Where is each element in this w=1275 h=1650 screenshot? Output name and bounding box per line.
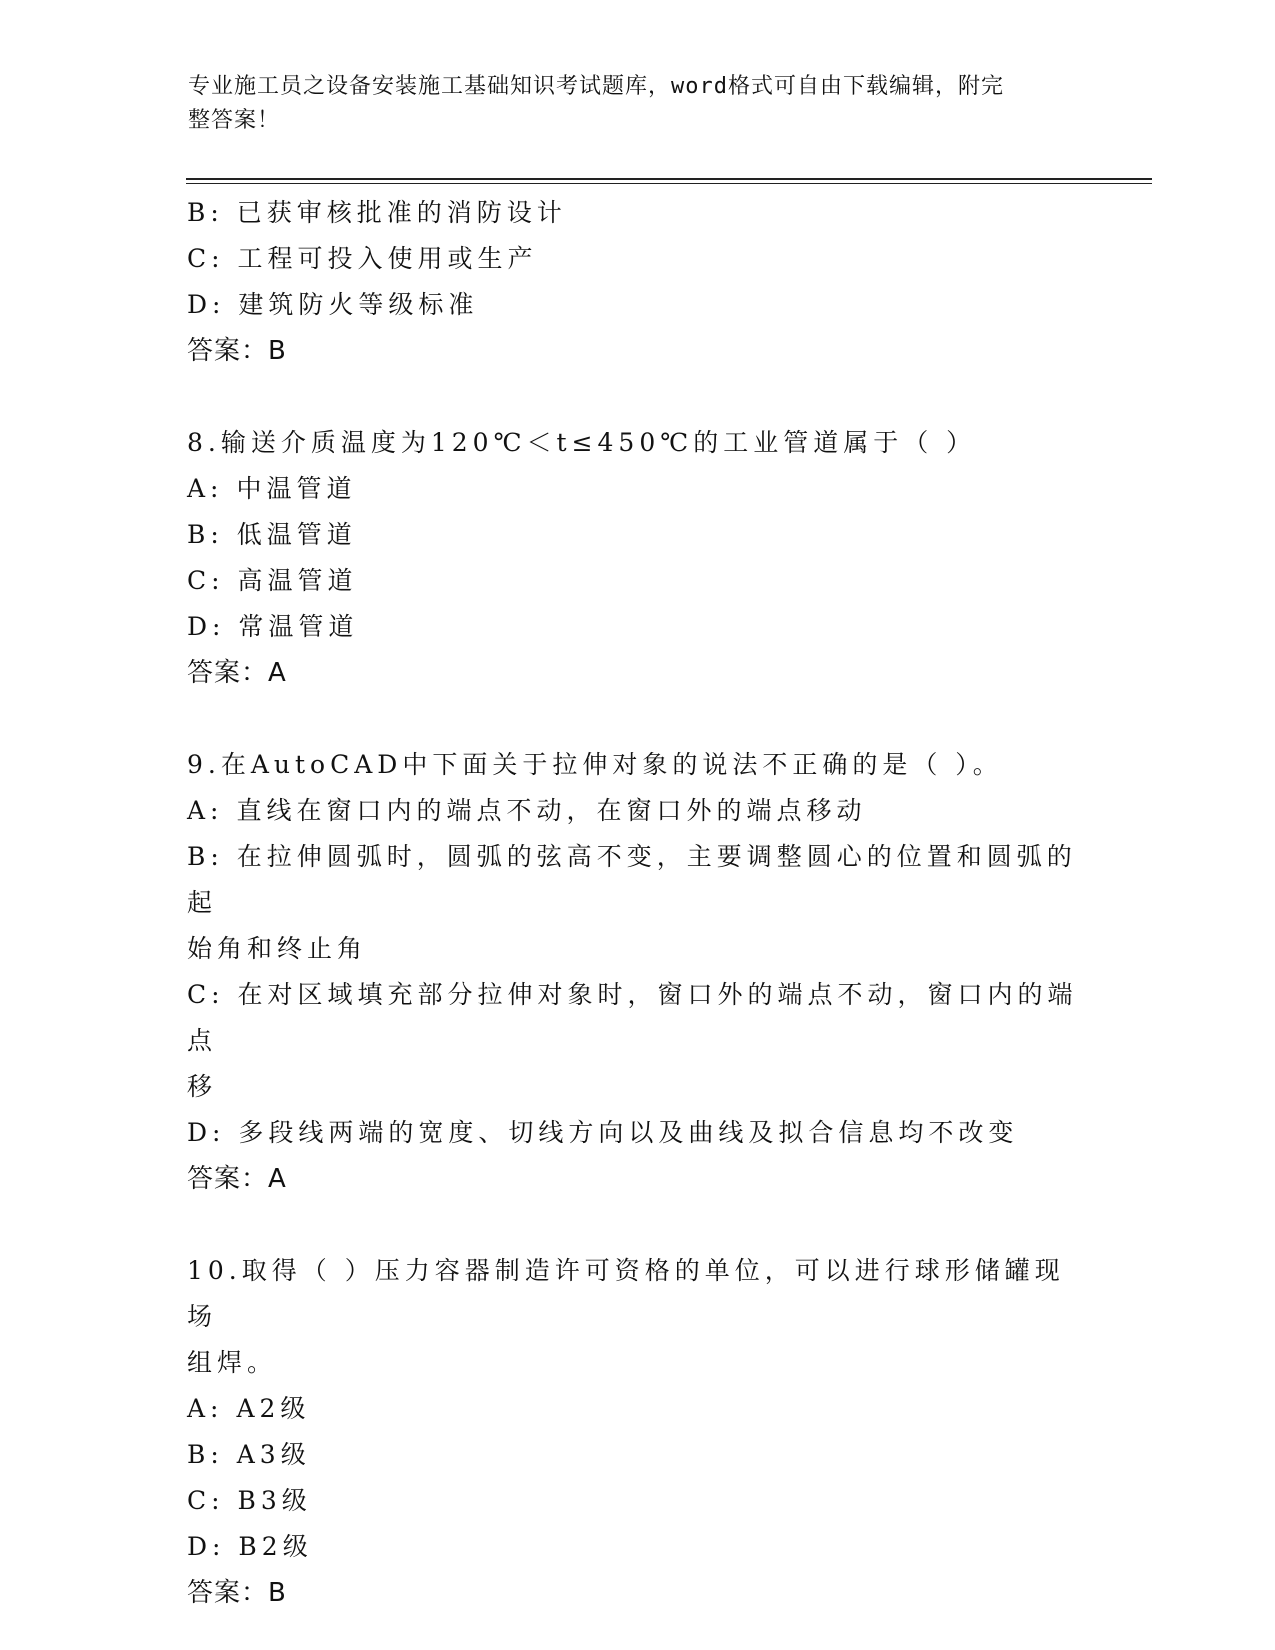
header-rule-thick <box>186 178 1152 180</box>
option-c: C: 在对区域填充部分拉伸对象时，窗口外的端点不动，窗口内的端点 <box>187 980 1078 1055</box>
header-line-2: 整答案！ <box>188 108 281 133</box>
option-c: C: B3级 <box>187 1486 312 1515</box>
question-stem-continued: 组焊。 <box>187 1348 278 1377</box>
option-a: A: A2级 <box>187 1394 311 1423</box>
option-a: A: 直线在窗口内的端点不动，在窗口外的端点移动 <box>187 796 867 825</box>
option-d: D: 建筑防火等级标准 <box>187 290 479 319</box>
option-d: D: 常温管道 <box>187 612 359 641</box>
option-c: C: 高温管道 <box>187 566 358 595</box>
question-9 <box>187 742 1087 1202</box>
answer: 答案：B <box>187 336 287 366</box>
option-b: B: 已获审核批准的消防设计 <box>187 198 567 227</box>
document-header <box>188 70 1068 138</box>
question-stem: 10.取得（ ）压力容器制造许可资格的单位，可以进行球形储罐现场 <box>187 1256 1065 1331</box>
question-10 <box>187 1248 1087 1616</box>
option-c-continued: 移 <box>187 1072 218 1101</box>
option-b-continued: 始角和终止角 <box>187 934 368 963</box>
option-d: D: 多段线两端的宽度、切线方向以及曲线及拟合信息均不改变 <box>187 1118 1019 1147</box>
answer: 答案：A <box>187 658 287 688</box>
question-stem: 8.输送介质温度为120℃＜t≤450℃的工业管道属于（ ） <box>187 428 977 457</box>
option-a: A: 中温管道 <box>187 474 357 503</box>
option-b: B: 低温管道 <box>187 520 357 549</box>
question-8 <box>187 420 1087 696</box>
option-c: C: 工程可投入使用或生产 <box>187 244 538 273</box>
header-rule-thin <box>186 183 1152 184</box>
option-b: B: 在拉伸圆弧时，圆弧的弦高不变，主要调整圆心的位置和圆弧的起 <box>187 842 1077 917</box>
question-7-tail <box>187 190 1087 374</box>
option-b: B: A3级 <box>187 1440 311 1469</box>
answer: 答案：A <box>187 1164 287 1194</box>
answer: 答案：B <box>187 1578 287 1608</box>
option-d: D: B2级 <box>187 1532 313 1561</box>
question-list <box>187 190 1087 1616</box>
question-stem: 9.在AutoCAD中下面关于拉伸对象的说法不正确的是（ ）。 <box>187 750 1003 779</box>
header-line-1: 专业施工员之设备安装施工基础知识考试题库，word格式可自由下载编辑，附完 <box>188 74 1004 99</box>
